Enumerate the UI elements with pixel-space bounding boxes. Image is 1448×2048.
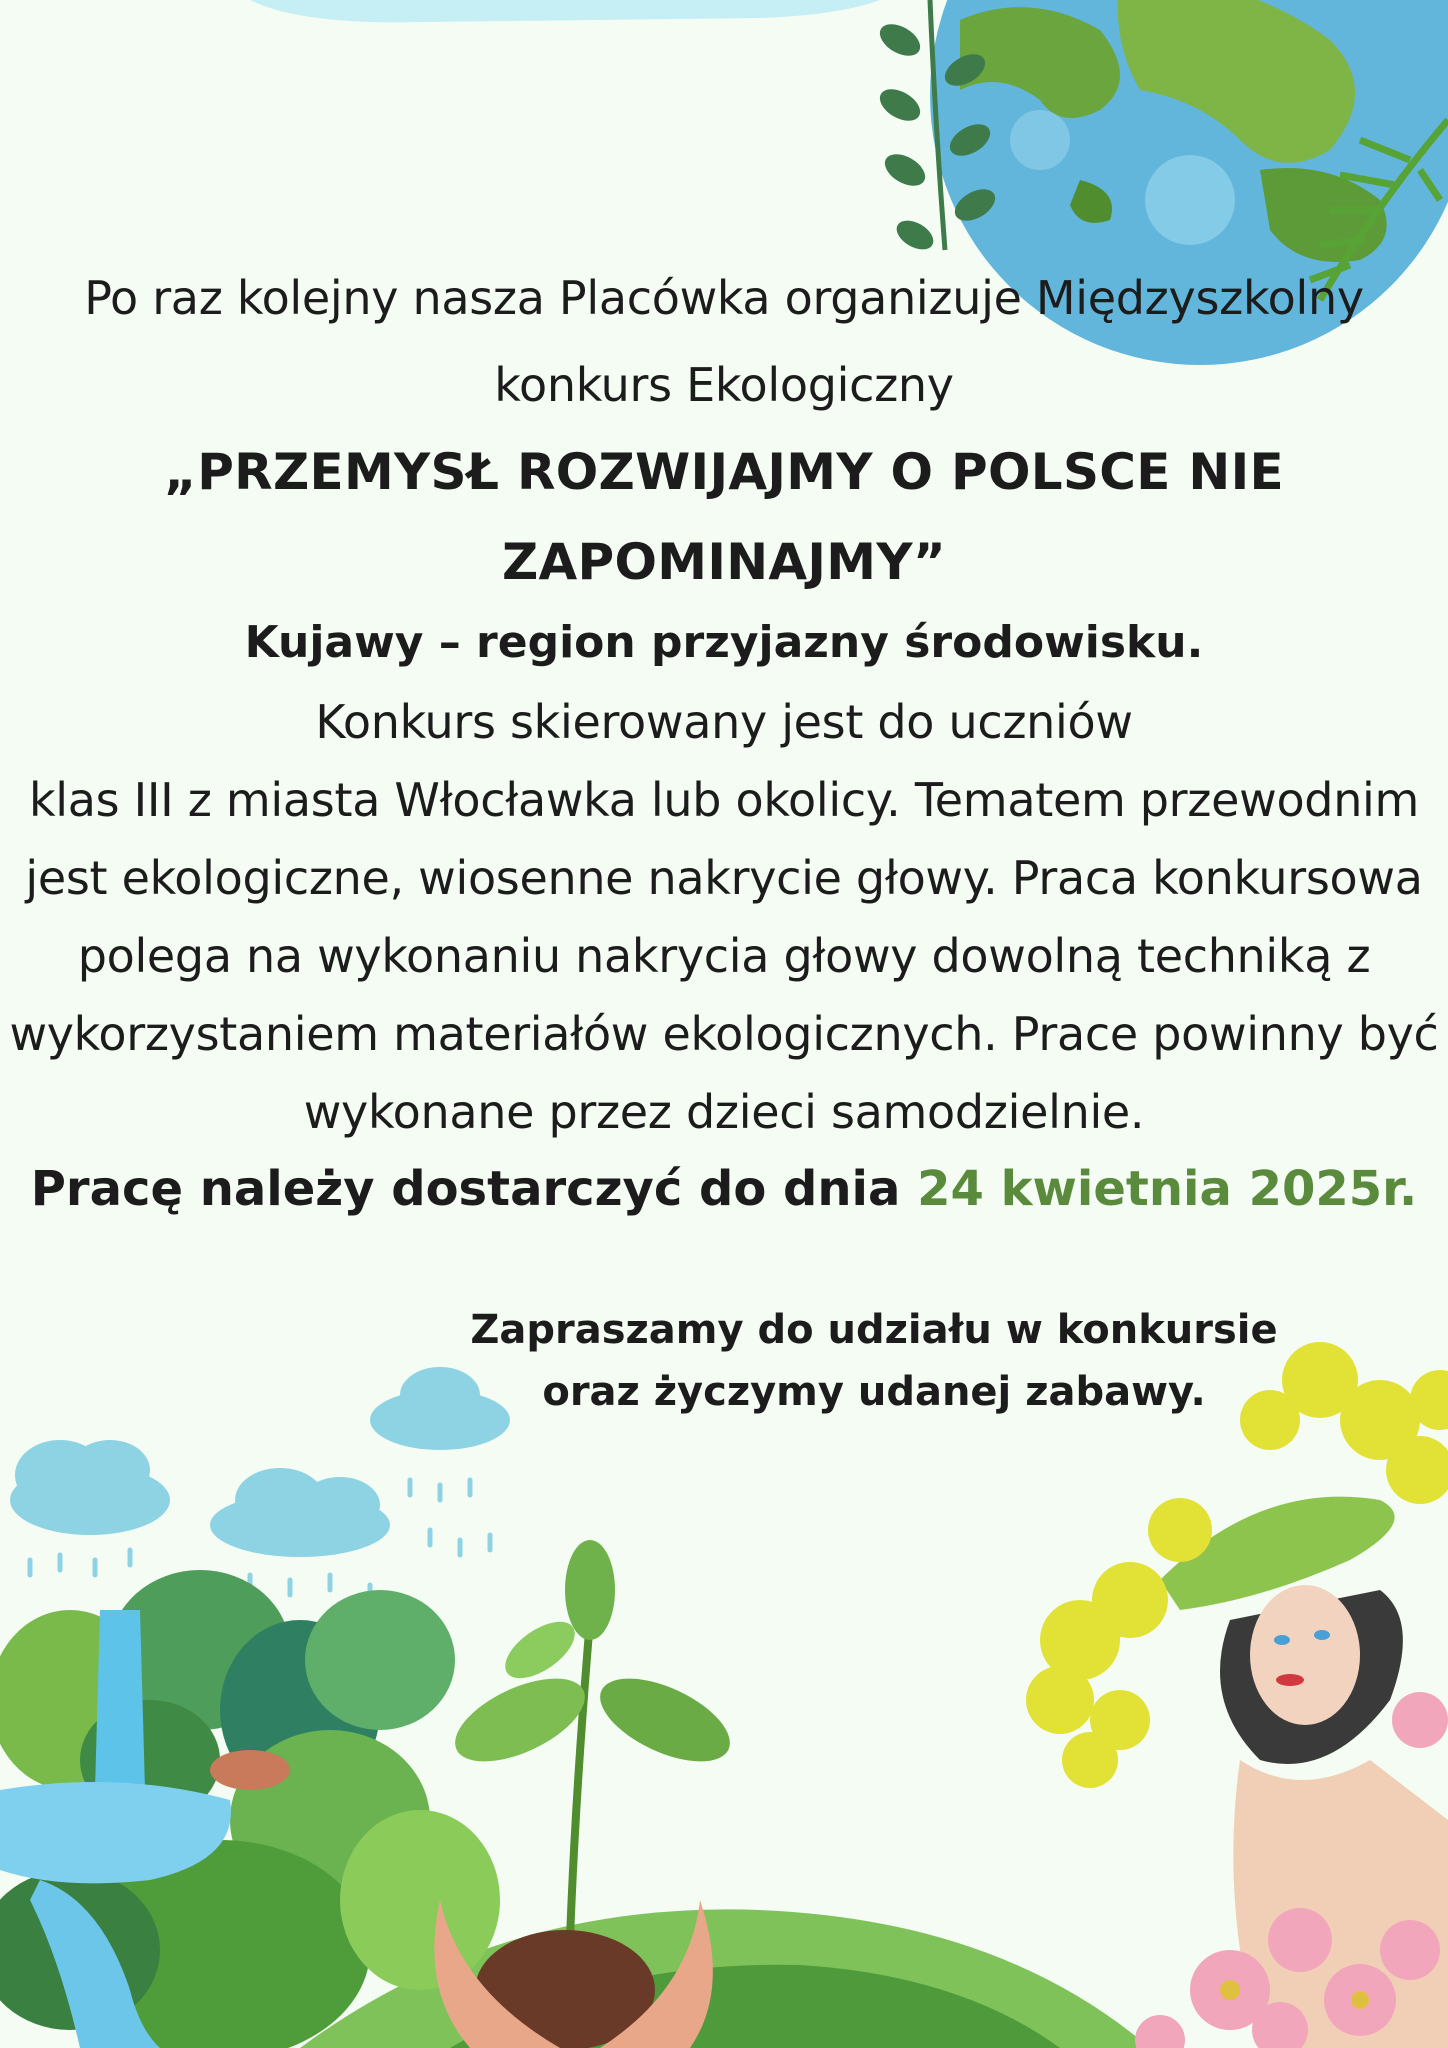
contest-subtitle: Kujawy – region przyjazny środowisku.: [244, 617, 1204, 668]
invitation-line-2: oraz życzymy udanej zabawy.: [542, 1369, 1206, 1415]
deadline-date: 24 kwietnia 2025r.: [917, 1161, 1418, 1217]
invitation-line-1: Zapraszamy do udziału w konkursie: [470, 1307, 1278, 1353]
deadline-text: Pracę należy dostarczyć do dnia: [30, 1161, 901, 1217]
description-line-6: wykonane przez dzieci samodzielnie.: [303, 1085, 1145, 1139]
description-line-1: Konkurs skierowany jest do uczniów: [315, 695, 1133, 749]
description-line-2: klas III z miasta Włocławka lub okolicy. Tematem przewodnim: [28, 773, 1420, 827]
intro-line-2: konkurs Ekologiczny: [494, 358, 954, 412]
intro-line-1: Po raz kolejny nasza Placówka organizuje Międzyszkolny: [84, 271, 1364, 325]
description-line-3: jest ekologiczne, wiosenne nakrycie głowy. Praca konkursowa: [25, 851, 1423, 905]
contest-title-line-1: „PRZEMYSŁ ROZWIJAJMY O POLSCE NIE: [164, 443, 1284, 501]
deadline: [0, 1161, 1448, 1217]
description-line-4: polega na wykonaniu nakrycia głowy dowolną techniką z: [77, 929, 1371, 983]
description-line-5: wykorzystaniem materiałów ekologicznych. Prace powinny być: [9, 1007, 1439, 1061]
contest-title-line-2: ZAPOMINAJMY”: [501, 533, 947, 591]
